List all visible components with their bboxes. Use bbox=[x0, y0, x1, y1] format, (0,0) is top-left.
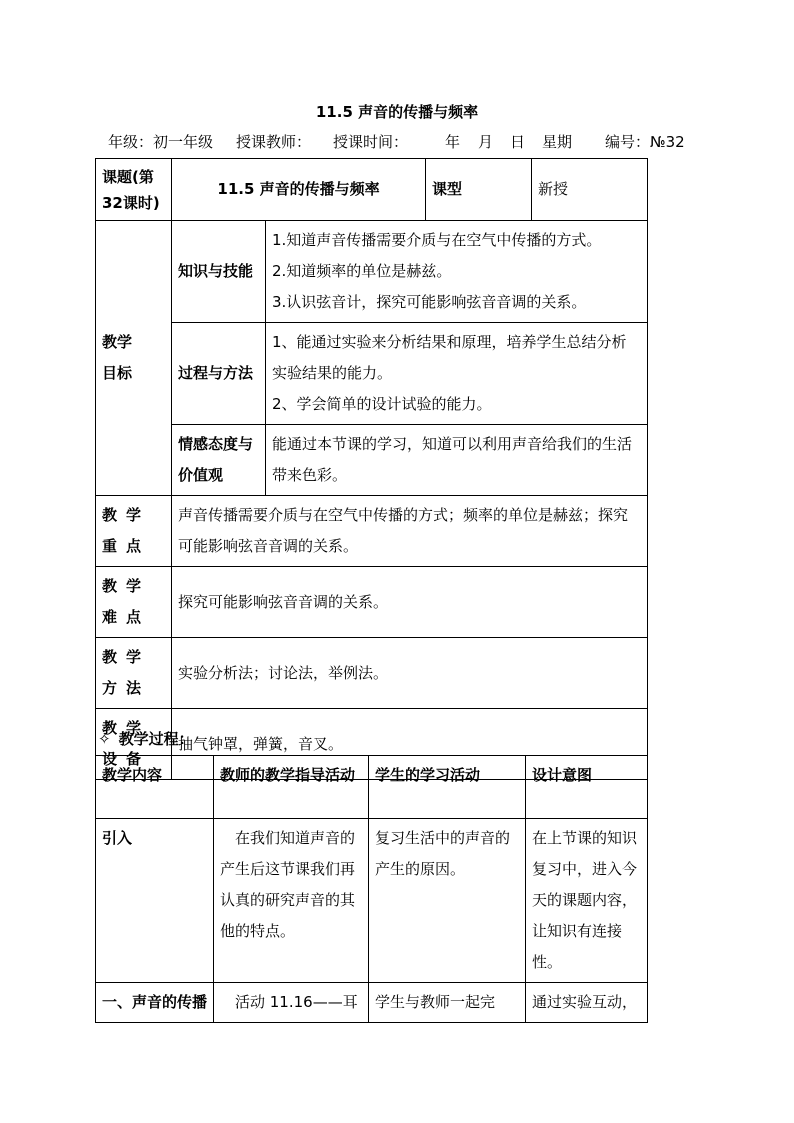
difficulty-value: 探究可能影响弦音音调的关系。 bbox=[172, 567, 648, 638]
week-text: 星期 bbox=[542, 133, 573, 151]
time-text: 授课时间： bbox=[333, 133, 409, 151]
document-title: 11.5 声音的传播与频率 bbox=[315, 103, 479, 121]
type-value: 新授 bbox=[532, 159, 648, 221]
process-heading-text: 教学过程： bbox=[118, 730, 194, 748]
day-text: 日 bbox=[510, 133, 526, 151]
month-text: 月 bbox=[478, 133, 494, 151]
goal-knowledge-item: 3.认识弦音计，探究可能影响弦音音调的关系。 bbox=[272, 293, 587, 311]
process-row-student: 学生与教师一起完 bbox=[369, 983, 526, 1023]
process-row-teacher: 在我们知道声音的产生后这节课我们再认真的研究声音的其他的特点。 bbox=[214, 819, 369, 983]
type-label: 课型 bbox=[426, 159, 532, 221]
difficulty-label: 教学难点 bbox=[96, 567, 172, 638]
year-text: 年 bbox=[445, 133, 461, 151]
process-row-content: 引入 bbox=[96, 819, 214, 983]
goal-process-item: 2、学会简单的设计试验的能力。 bbox=[272, 395, 492, 413]
goal-attitude-content bbox=[266, 425, 648, 496]
process-header-student: 学生的学习活动 bbox=[369, 756, 526, 819]
goal-process-content bbox=[266, 323, 648, 425]
goals-label bbox=[96, 221, 172, 496]
process-row-intent: 在上节课的知识复习中，进入今天的课题内容，让知识有连接性。 bbox=[526, 819, 648, 983]
goal-knowledge-content bbox=[266, 221, 648, 323]
goal-process-item: 1、能通过实验来分析结果和原理，培养学生总结分析实验结果的能力。 bbox=[272, 333, 627, 382]
goal-knowledge-item: 2.知道频率的单位是赫兹。 bbox=[272, 262, 452, 280]
diamond-bullet-icon: ✧ bbox=[98, 730, 111, 748]
process-row-student: 复习生活中的声音的产生的原因。 bbox=[369, 819, 526, 983]
number-text: 编号：№32 bbox=[605, 133, 685, 151]
goal-knowledge-label: 知识与技能 bbox=[172, 221, 266, 323]
equipment-label: 教学设备 bbox=[96, 709, 172, 780]
goals-label-text: 教学目标 bbox=[102, 333, 133, 382]
goal-process-label: 过程与方法 bbox=[172, 323, 266, 425]
grade-text: 年级：初一年级 bbox=[108, 133, 214, 151]
key-label: 教学重点 bbox=[96, 496, 172, 567]
goal-attitude-label-text: 情感态度与价值观 bbox=[178, 435, 254, 484]
equipment-value: 抽气钟罩，弹簧，音叉。 bbox=[172, 709, 648, 780]
topic-label: 课题(第32课时) bbox=[96, 159, 172, 221]
process-table bbox=[95, 755, 648, 1023]
key-value: 声音传播需要介质与在空气中传播的方式；频率的单位是赫兹；探究可能影响弦音音调的关系。 bbox=[172, 496, 648, 567]
teacher-text: 授课教师： bbox=[236, 133, 312, 151]
process-row-intent: 通过实验互动， bbox=[526, 983, 648, 1023]
process-row-content: 一、声音的传播 bbox=[96, 983, 214, 1023]
method-label: 教学方法 bbox=[96, 638, 172, 709]
goal-attitude-label bbox=[172, 425, 266, 496]
process-header-intent: 设计意图 bbox=[526, 756, 648, 819]
process-row-teacher: 活动 11.16——耳 bbox=[214, 983, 369, 1023]
process-header-content: 教学内容 bbox=[96, 756, 214, 819]
lesson-plan-table bbox=[95, 158, 648, 780]
process-header-teacher: 教师的教学指导活动 bbox=[214, 756, 369, 819]
goal-attitude-item: 能通过本节课的学习，知道可以利用声音给我们的生活带来色彩。 bbox=[272, 435, 633, 484]
goal-knowledge-item: 1.知道声音传播需要介质与在空气中传播的方式。 bbox=[272, 231, 602, 249]
topic-value: 11.5 声音的传播与频率 bbox=[172, 159, 426, 221]
method-value: 实验分析法；讨论法，举例法。 bbox=[172, 638, 648, 709]
process-heading bbox=[98, 728, 194, 749]
